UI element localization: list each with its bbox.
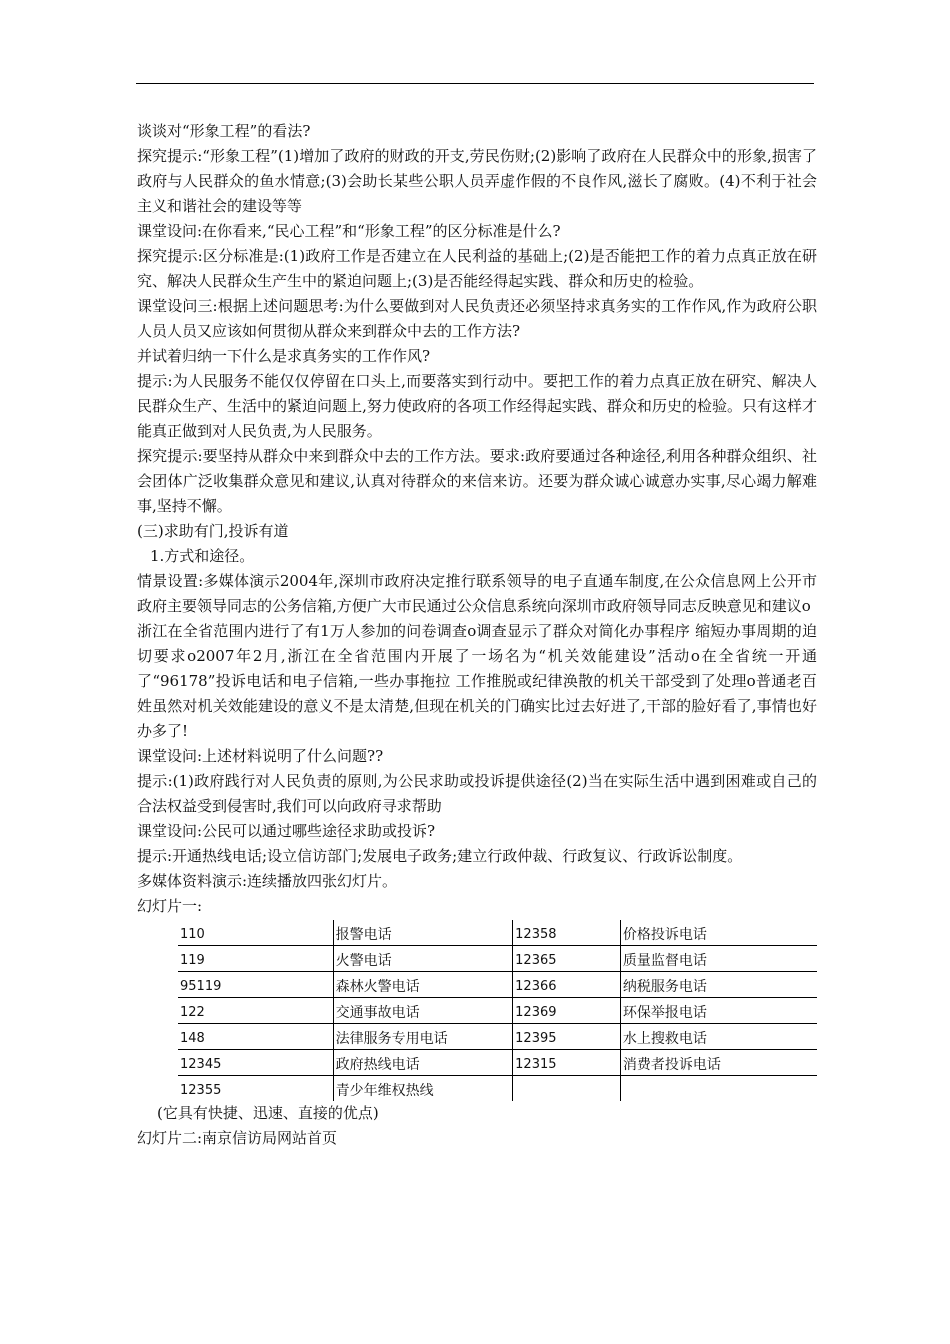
hint-image-project: 探究提示:“形象工程”(1)增加了政府的财政的开支,劳民伤财;(2)影响了政府在人民群众中的形象,损害了政府与人民群众的鱼水情意;(3)会助长某些公职人员弄虚作假的不良作风,滋长了腐败。(4)不利于社会主义和谐社会的建设等等: [137, 147, 817, 215]
table-note: (它具有快捷、迅速、直接的优点): [157, 1104, 379, 1122]
hotline-number-cell: 12355: [180, 1083, 222, 1098]
hotline-number-cell: 12369: [513, 998, 621, 1024]
hotline-name-cell: 森林火警电话: [333, 972, 513, 998]
hotline-number-cell: 12345: [178, 1050, 333, 1076]
hotline-name-cell: 质量监督电话: [620, 946, 817, 972]
hotline-number-cell: 12365: [513, 946, 621, 972]
question-three: 课堂设问三:根据上述问题思考:为什么要做到对人民负责还必须坚持求真务实的工作作风,作为政府公职人员人员又应该如何贯彻从群众来到群众中去的工作方法?: [137, 297, 817, 340]
subheading-methods: 1.方式和途径。: [150, 547, 255, 565]
multimedia-note: 多媒体资料演示:连续播放四张幻灯片。: [137, 872, 398, 890]
hotline-name-cell: 交通事故电话: [333, 998, 513, 1024]
hint-criteria: 探究提示:区分标准是:(1)政府工作是否建立在人民利益的基础上;(2)是否能把工作的着力点真正放在研究、解决人民群众生产生中的紧迫问题上;(3)是否能经得起实践、群众和历史的检验。: [137, 247, 817, 290]
hotline-name-cell: 价格投诉电话: [620, 920, 817, 946]
hint-material: 提示:(1)政府践行对人民负责的原则,为公民求助或投诉提供途径(2)当在实际生活中遇到困难或自己的合法权益受到侵害时,我们可以向政府寻求帮助: [137, 772, 817, 815]
question-image-project: 谈谈对“形象工程”的看法?: [137, 122, 311, 140]
hotline-number-cell: 12315: [513, 1050, 621, 1076]
hotline-name-cell: 消费者投诉电话: [620, 1050, 817, 1076]
hotline-number-cell: 12366: [513, 972, 621, 998]
table-row: [178, 998, 817, 1024]
table-row: [178, 946, 817, 972]
table-row: [178, 972, 817, 998]
section-heading-three: (三)求助有门,投诉有道: [137, 522, 289, 540]
hint-channels: 提示:开通热线电话;设立信访部门;发展电子政务;建立行政仲裁、行政复议、行政诉讼制度。: [137, 847, 743, 865]
table-row: [178, 1024, 817, 1050]
hint-mass-line: 探究提示:要坚持从群众中来到群众中去的工作方法。要求:政府要通过各种途径,利用各种群众组织、社会团体广泛收集群众意见和建议,认真对待群众的来信来访。还要为群众诚心诚意办实事,尽心竭力解难事,坚持不懈。: [137, 447, 817, 515]
question-summarize: 并试着归纳一下什么是求真务实的工作作风?: [137, 347, 431, 365]
hotline-number-cell: 119: [178, 946, 333, 972]
table-row: [178, 1050, 817, 1076]
hint-serve-people: 提示:为人民服务不能仅仅停留在口头上,而要落实到行动中。要把工作的着力点真正放在研究、解决人民群众生产、生活中的紧迫问题上,努力使政府的各项工作经得起实践、群众和历史的检验。只有这样才能真正做到对人民负责,为人民服务。: [137, 372, 817, 440]
scenario-shenzhen: 情景设置:多媒体演示2004年,深圳市政府决定推行联系领导的电子直通车制度,在公众信息网上公开市政府主要领导同志的公务信箱,方便广大市民通过公众信息系统向深圳市政府领导同志反映意见和建议ο: [137, 572, 817, 615]
hotline-number-cell: 12395: [513, 1024, 621, 1050]
scenario-zhejiang: 浙江在全省范围内进行了有1万人参加的问卷调查ο调查显示了群众对简化办事程序 缩短办事周期的迫切要求ο2007年2月,浙江在全省范围内开展了一场名为“机关效能建设”活动ο在全省统一开通了“96178”投诉电话和电子信箱,一些办事拖拉 工作推脱或纪律涣散的机关干部受到了处理ο普通老百姓虽然对机关效能建设的意义不是太清楚,但现在机关的门确实比过去好进了,干部的脸好看了,事情也好办多了!: [137, 622, 817, 740]
question-channels: 课堂设问:公民可以通过哪些途径求助或投诉?: [137, 822, 436, 840]
hotline-number-cell: 95119: [178, 972, 333, 998]
slide-two-label: 幻灯片二:南京信访局网站首页: [137, 1129, 338, 1147]
table-row: [178, 1076, 817, 1102]
slide-one-label: 幻灯片一:: [137, 897, 203, 915]
hotline-name-cell: 报警电话: [333, 920, 513, 946]
hotline-name-cell: 青少年维权热线: [333, 1076, 513, 1102]
hotline-name-cell: 环保举报电话: [620, 998, 817, 1024]
hotline-number-cell: 122: [178, 998, 333, 1024]
hotline-name-cell: 法律服务专用电话: [333, 1024, 513, 1050]
table-row: [178, 920, 817, 946]
hotline-name-cell: 纳税服务电话: [620, 972, 817, 998]
hotline-number-cell: 12358: [513, 920, 621, 946]
header-rule: [136, 83, 814, 84]
question-criteria: 课堂设问:在你看来,“民心工程”和“形象工程”的区分标准是什么?: [137, 222, 561, 240]
hotline-number-cell: 110: [178, 920, 333, 946]
hotline-number-cell: 148: [178, 1024, 333, 1050]
hotline-number-cell: [513, 1076, 621, 1102]
hotline-name-cell: 火警电话: [333, 946, 513, 972]
question-material: 课堂设问:上述材料说明了什么问题??: [137, 747, 384, 765]
hotline-table: [178, 920, 817, 1101]
document-body: [137, 119, 817, 1151]
hotline-name-cell: [620, 1076, 817, 1102]
hotline-name-cell: 水上搜救电话: [620, 1024, 817, 1050]
hotline-name-cell: 政府热线电话: [333, 1050, 513, 1076]
